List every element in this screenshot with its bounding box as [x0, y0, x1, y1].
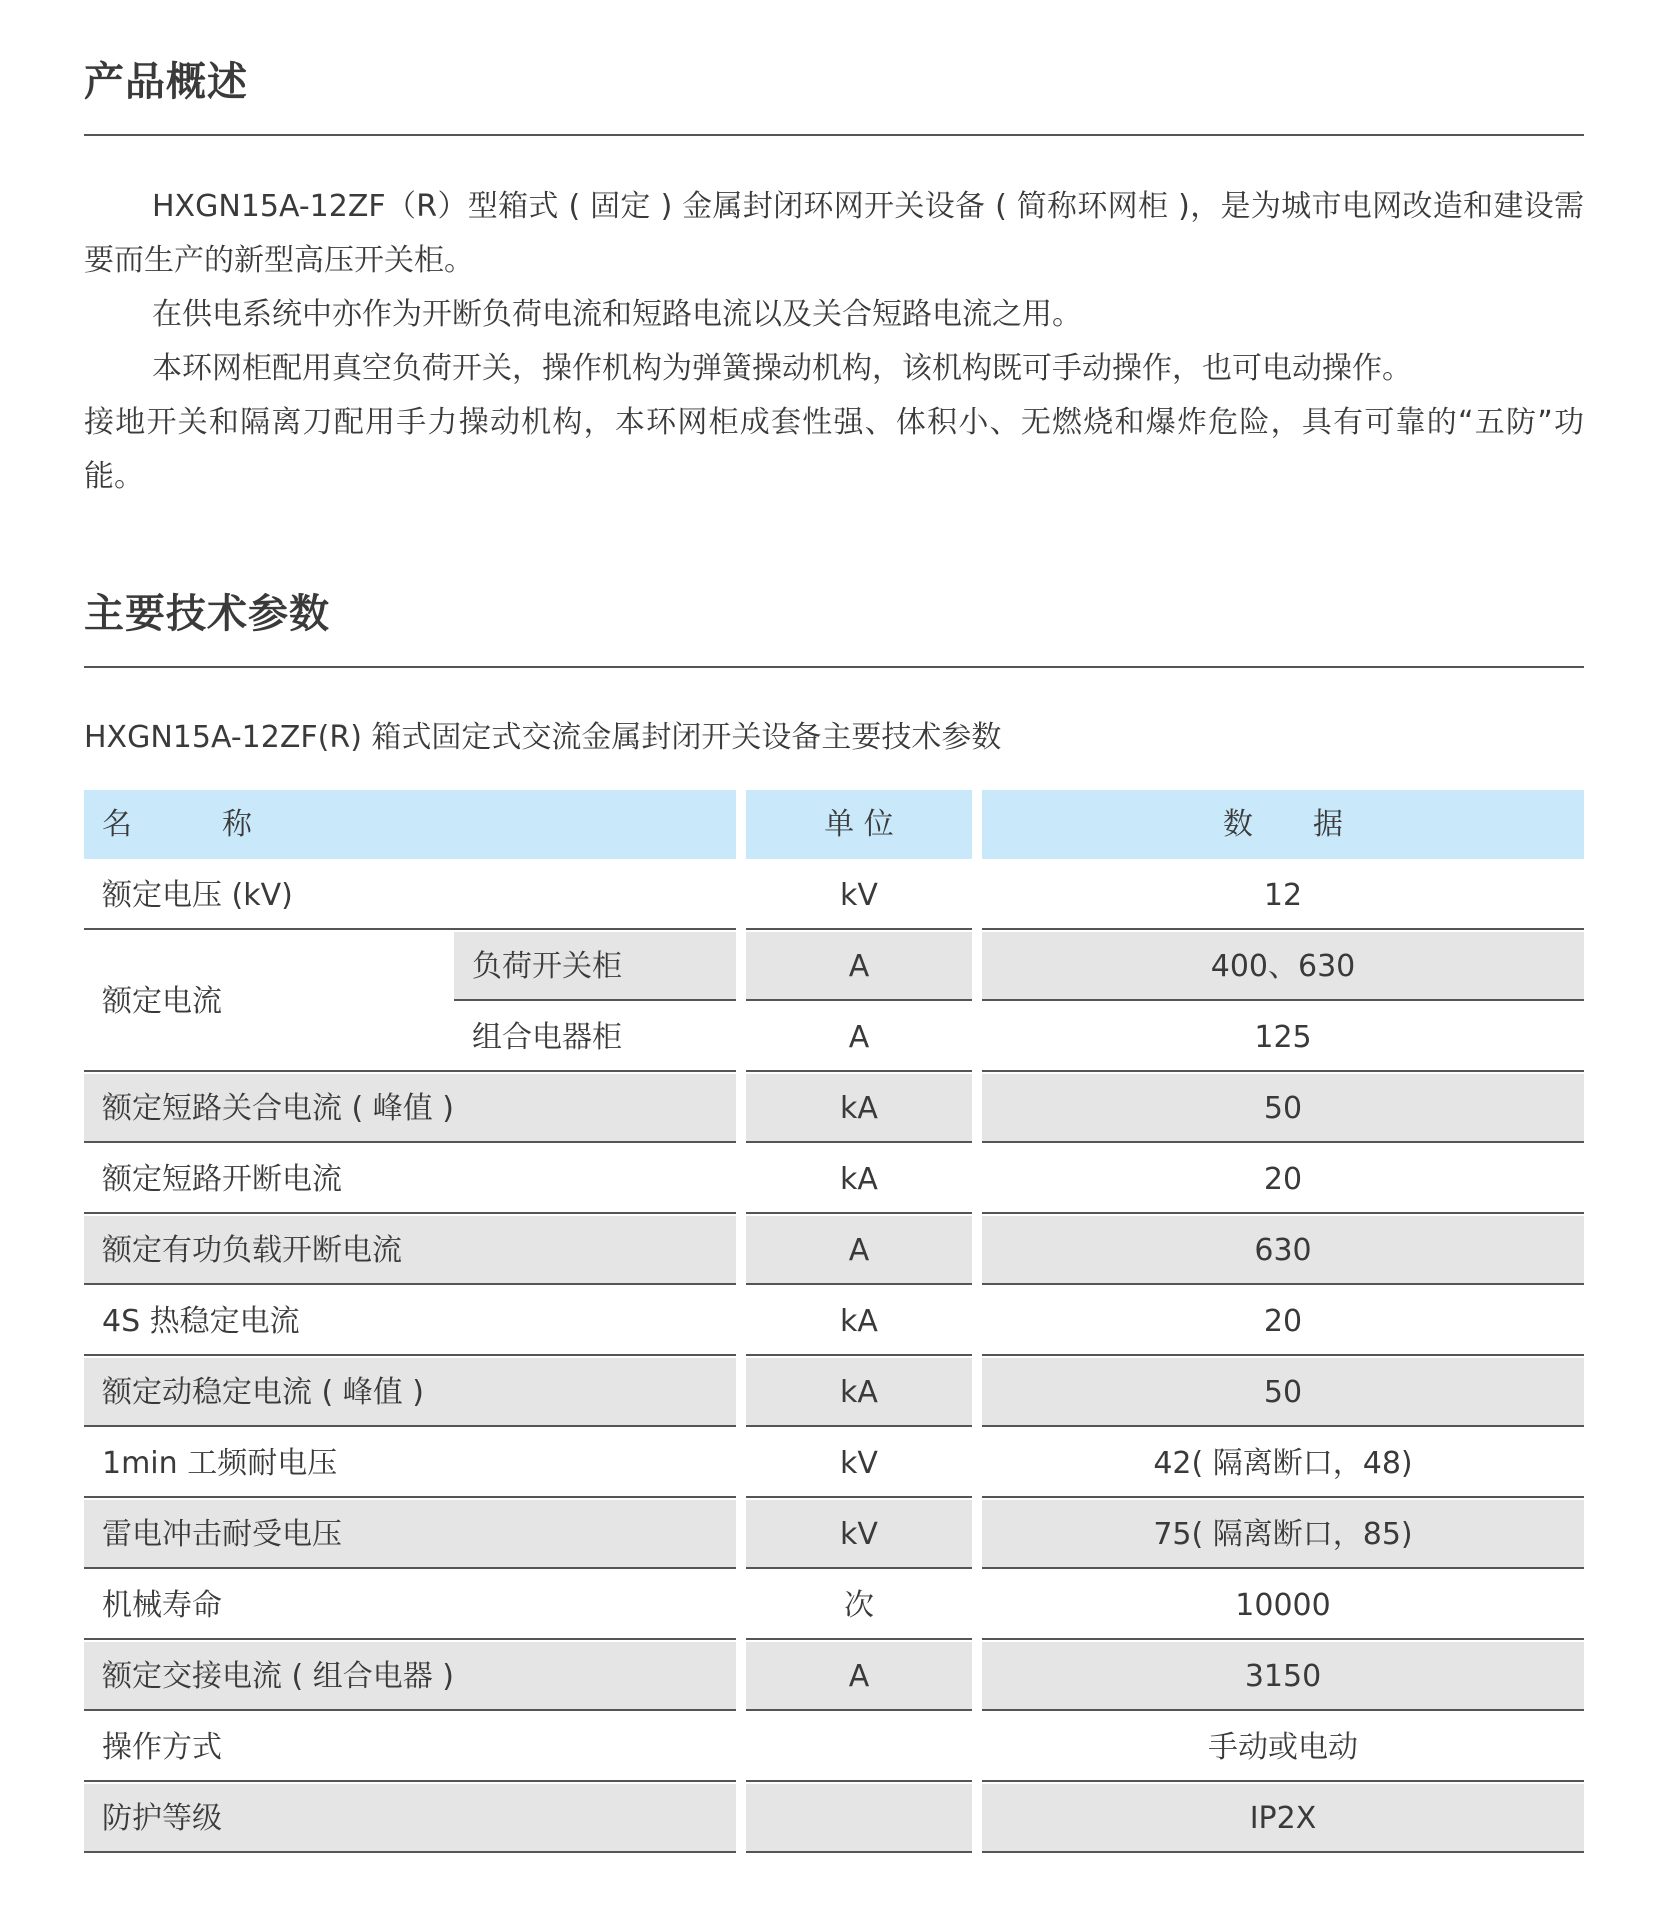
table-row	[84, 1571, 1584, 1642]
row-subname: 负荷开关柜	[454, 932, 736, 1001]
row-unit	[746, 1713, 972, 1782]
row-name: 额定动稳定电流 ( 峰值 )	[84, 1358, 736, 1427]
header-value: 数 据	[982, 790, 1584, 859]
overview-paragraph-3: 本环网柜配用真空负荷开关，操作机构为弹簧操动机构，该机构既可手动操作，也可电动操作。	[152, 351, 1412, 386]
row-name: 机械寿命	[84, 1571, 736, 1640]
overview-title: 产品概述	[84, 59, 248, 105]
row-value: 42( 隔离断口，48)	[982, 1429, 1584, 1498]
overview-paragraph-4: 接地开关和隔离刀配用手力操动机构，本环网柜成套性强、体积小、无燃烧和爆炸危险，具有可靠的“五防”功能。	[84, 405, 1584, 494]
row-name: 额定短路关合电流 ( 峰值 )	[84, 1074, 736, 1143]
overview-paragraph-1: HXGN15A-12ZF（R）型箱式 ( 固定 ) 金属封闭环网开关设备 ( 简称环网柜 )，是为城市电网改造和建设需要而生产的新型高压开关柜。	[84, 189, 1584, 278]
table-row	[84, 1074, 1584, 1145]
row-value: IP2X	[982, 1784, 1584, 1853]
row-value: 12	[982, 861, 1584, 930]
table-row	[84, 1287, 1584, 1358]
overview-divider	[84, 134, 1584, 136]
row-subname: 组合电器柜	[454, 1003, 736, 1072]
row-value: 125	[982, 1003, 1584, 1072]
row-unit: A	[746, 1642, 972, 1711]
header-name: 名 称	[84, 790, 736, 859]
row-value: 3150	[982, 1642, 1584, 1711]
row-unit: kA	[746, 1287, 972, 1356]
row-name: 防护等级	[84, 1784, 736, 1853]
table-row	[84, 1500, 1584, 1571]
row-name: 1min 工频耐电压	[84, 1429, 736, 1498]
table-row	[84, 1642, 1584, 1713]
row-value: 400、630	[982, 932, 1584, 1001]
row-unit: kA	[746, 1074, 972, 1143]
row-unit	[746, 1784, 972, 1853]
row-value: 630	[982, 1216, 1584, 1285]
row-name: 4S 热稳定电流	[84, 1287, 736, 1356]
row-value: 10000	[982, 1571, 1584, 1640]
row-unit: A	[746, 932, 972, 1001]
header-unit: 单 位	[746, 790, 972, 859]
table-row	[84, 1429, 1584, 1500]
table-row	[84, 1216, 1584, 1287]
row-value: 75( 隔离断口，85)	[982, 1500, 1584, 1569]
row-name: 操作方式	[84, 1713, 736, 1782]
row-name: 额定电压 (kV)	[84, 861, 736, 930]
params-title: 主要技术参数	[84, 591, 330, 637]
row-unit: A	[746, 1003, 972, 1072]
table-row	[84, 932, 1584, 1003]
row-unit: kA	[746, 1145, 972, 1214]
table-row	[84, 1145, 1584, 1216]
row-unit: kV	[746, 861, 972, 930]
overview-paragraph-2: 在供电系统中亦作为开断负荷电流和短路电流以及关合短路电流之用。	[152, 297, 1082, 332]
row-name: 额定短路开断电流	[84, 1145, 736, 1214]
row-value: 20	[982, 1145, 1584, 1214]
table-row	[84, 1713, 1584, 1784]
row-value: 手动或电动	[982, 1713, 1584, 1782]
row-unit: 次	[746, 1571, 972, 1640]
table-row	[84, 1003, 1584, 1074]
row-value: 50	[982, 1358, 1584, 1427]
table-row	[84, 861, 1584, 932]
row-unit: kA	[746, 1358, 972, 1427]
table-caption: HXGN15A-12ZF(R) 箱式固定式交流金属封闭开关设备主要技术参数	[84, 720, 1002, 755]
row-unit: A	[746, 1216, 972, 1285]
row-name-merged: 额定电流	[84, 932, 454, 1072]
table-header-row	[84, 790, 1584, 861]
row-name: 额定交接电流 ( 组合电器 )	[84, 1642, 736, 1711]
row-name: 雷电冲击耐受电压	[84, 1500, 736, 1569]
params-divider	[84, 666, 1584, 668]
table-row	[84, 1784, 1584, 1855]
row-unit: kV	[746, 1429, 972, 1498]
row-unit: kV	[746, 1500, 972, 1569]
row-value: 20	[982, 1287, 1584, 1356]
row-name: 额定有功负载开断电流	[84, 1216, 736, 1285]
row-value: 50	[982, 1074, 1584, 1143]
table-row	[84, 1358, 1584, 1429]
